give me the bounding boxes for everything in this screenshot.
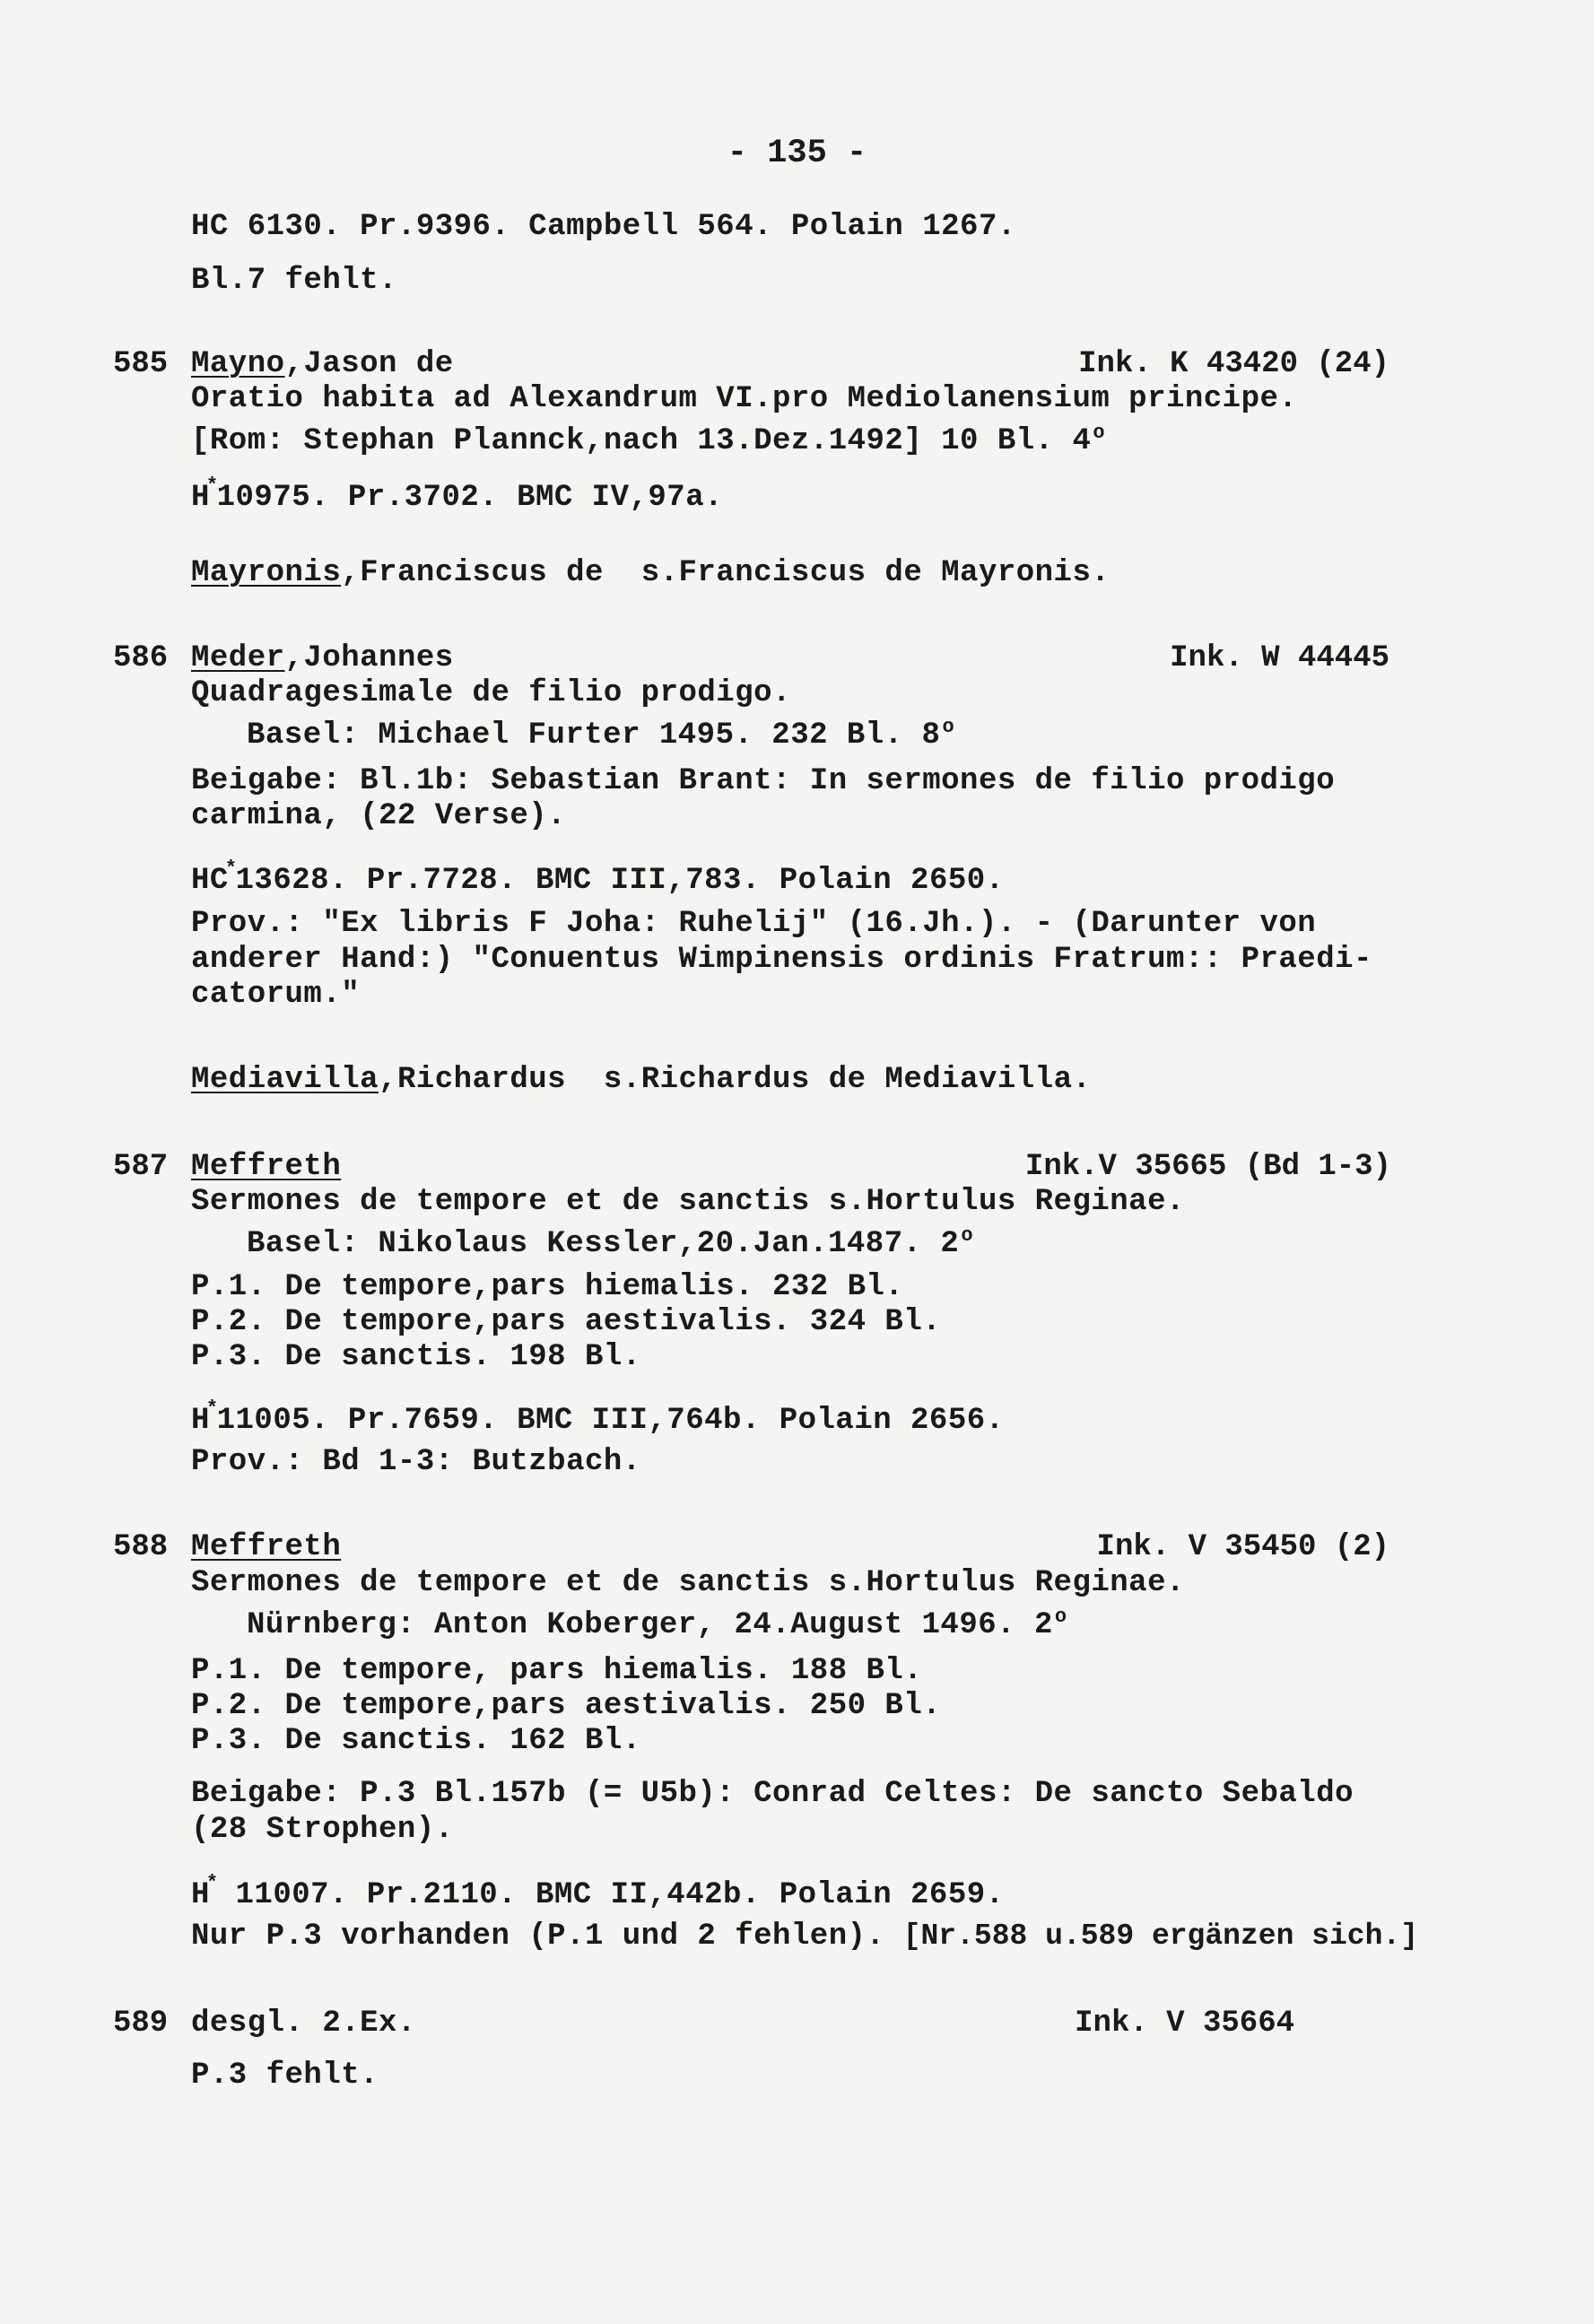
entry-585-imprint bbox=[191, 415, 1105, 459]
cross-reference-mediavilla bbox=[191, 1062, 1091, 1098]
entry-587-references bbox=[191, 1391, 1005, 1439]
star-mark: * bbox=[205, 1872, 219, 1894]
entry-586-references bbox=[191, 851, 1005, 899]
degree-mark: o bbox=[1054, 1606, 1067, 1628]
entry-586-beigabe-1: Beigabe: Bl.1b: Sebastian Brant: In sermones de filio prodigo bbox=[191, 764, 1336, 798]
ref-rest: 11005. Pr.7659. BMC III,764b. Polain 2656. bbox=[216, 1404, 1005, 1438]
entry-588-bracket-note: [Nr.588 u.589 ergänzen sich.] bbox=[902, 1919, 1418, 1953]
ref-h: H bbox=[191, 1404, 210, 1438]
entry-number-586: 586 bbox=[113, 641, 169, 675]
ref-rest: 10975. Pr.3702. BMC IV,97a. bbox=[216, 481, 723, 515]
imprint-text: Basel: Nikolaus Kessler,20.Jan.1487. 2 bbox=[247, 1227, 960, 1261]
entry-number-587: 587 bbox=[113, 1150, 169, 1184]
entry-589-text: desgl. 2.Ex. bbox=[191, 2006, 416, 2041]
entry-586-provenance-1: Prov.: "Ex libris F Joha: Ruhelij" (16.Jh.). - (Darunter von bbox=[191, 907, 1317, 941]
imprint-text: [Rom: Stephan Plannck,nach 13.Dez.1492] 10 Bl. 4 bbox=[191, 424, 1092, 458]
entry-587-part-3: P.3. De sanctis. 198 Bl. bbox=[191, 1340, 641, 1374]
intro-fehlt-line: Bl.7 fehlt. bbox=[191, 264, 397, 298]
xref-rest: ,Franciscus de s.Franciscus de Mayronis. bbox=[341, 556, 1111, 590]
entry-587-imprint bbox=[247, 1218, 973, 1262]
entry-number-588: 588 bbox=[113, 1530, 169, 1564]
entry-588-part-3: P.3. De sanctis. 162 Bl. bbox=[191, 1724, 641, 1758]
entry-586-author bbox=[191, 640, 454, 676]
ref-rest: 11007. Pr.2110. BMC II,442b. Polain 2659. bbox=[216, 1878, 1005, 1912]
entry-585-author bbox=[191, 346, 454, 382]
xref-rest: ,Richardus s.Richardus de Mediavilla. bbox=[379, 1063, 1092, 1097]
entry-588-beigabe-1: Beigabe: P.3 Bl.157b (= U5b): Conrad Celtes: De sancto Sebaldo bbox=[191, 1777, 1354, 1811]
intro-ref-line: HC 6130. Pr.9396. Campbell 564. Polain 1267. bbox=[191, 210, 1016, 244]
entry-number-589: 589 bbox=[113, 2006, 169, 2041]
entry-587-part-2: P.2. De tempore,pars aestivalis. 324 Bl. bbox=[191, 1305, 942, 1339]
entry-587-shelfmark: Ink.V 35665 (Bd 1-3) bbox=[1024, 1150, 1391, 1184]
entry-588-shelfmark: Ink. V 35450 (2) bbox=[1096, 1530, 1389, 1564]
ref-h: H bbox=[191, 1878, 210, 1912]
xref-name: Mayronis bbox=[191, 556, 342, 590]
entry-588-beigabe-2: (28 Strophen). bbox=[191, 1813, 454, 1847]
cross-reference-mayronis bbox=[191, 555, 1110, 591]
entry-589-shelfmark: Ink. V 35664 bbox=[1075, 2006, 1294, 2041]
entry-586-title: Quadragesimale de filio prodigo. bbox=[191, 676, 791, 710]
author-name: Meffreth bbox=[191, 1530, 342, 1564]
entry-586-provenance-3: catorum." bbox=[191, 978, 361, 1012]
author-name: Mayno bbox=[191, 347, 285, 381]
entry-587-author bbox=[191, 1149, 341, 1185]
entry-585-title: Oratio habita ad Alexandrum VI.pro Mediolanensium principe. bbox=[191, 382, 1298, 416]
imprint-text: Nürnberg: Anton Koberger, 24.August 1496. 2 bbox=[247, 1608, 1053, 1642]
degree-mark: o bbox=[1093, 422, 1106, 444]
ref-h: H bbox=[191, 481, 210, 515]
author-name: Meder bbox=[191, 641, 285, 675]
author-rest: ,Jason de bbox=[284, 347, 454, 381]
star-mark: * bbox=[224, 857, 238, 880]
entry-586-provenance-2: anderer Hand:) "Conuentus Wimpinensis ordinis Fratrum:: Praedi- bbox=[191, 943, 1372, 977]
entry-587-part-1: P.1. De tempore,pars hiemalis. 232 Bl. bbox=[191, 1270, 904, 1304]
author-rest: ,Johannes bbox=[284, 641, 454, 675]
entry-588-note: Nur P.3 vorhanden (P.1 und 2 fehlen). bbox=[191, 1919, 885, 1954]
imprint-text: Basel: Michael Furter 1495. 232 Bl. 8 bbox=[247, 718, 941, 753]
entry-588-imprint bbox=[247, 1599, 1067, 1643]
entry-585-shelfmark: Ink. K 43420 (24) bbox=[1078, 347, 1389, 381]
degree-mark: o bbox=[942, 716, 955, 738]
entry-587-provenance: Prov.: Bd 1-3: Butzbach. bbox=[191, 1445, 641, 1479]
entry-588-title: Sermones de tempore et de sanctis s.Hortulus Reginae. bbox=[191, 1566, 1185, 1600]
degree-mark: o bbox=[961, 1224, 974, 1247]
entry-586-imprint bbox=[247, 709, 954, 753]
ref-rest: 13628. Pr.7728. BMC III,783. Polain 2650. bbox=[235, 864, 1005, 898]
entry-588-part-2: P.2. De tempore,pars aestivalis. 250 Bl. bbox=[191, 1689, 942, 1723]
entry-588-part-1: P.1. De tempore, pars hiemalis. 188 Bl. bbox=[191, 1654, 923, 1688]
xref-name: Mediavilla bbox=[191, 1063, 379, 1097]
entry-587-title: Sermones de tempore et de sanctis s.Hortulus Reginae. bbox=[191, 1185, 1185, 1219]
star-mark: * bbox=[205, 474, 219, 497]
ref-hc: HC bbox=[191, 864, 229, 898]
star-mark: * bbox=[205, 1397, 219, 1420]
entry-number-585: 585 bbox=[113, 347, 169, 381]
page-number: - 135 - bbox=[727, 135, 867, 172]
entry-588-references bbox=[191, 1866, 1005, 1913]
entry-586-shelfmark: Ink. W 44445 bbox=[1170, 641, 1389, 675]
entry-588-author bbox=[191, 1529, 341, 1565]
entry-589-fehlt: P.3 fehlt. bbox=[191, 2059, 379, 2093]
author-name: Meffreth bbox=[191, 1150, 342, 1184]
entry-585-references bbox=[191, 468, 723, 516]
entry-586-beigabe-2: carmina, (22 Verse). bbox=[191, 799, 567, 833]
